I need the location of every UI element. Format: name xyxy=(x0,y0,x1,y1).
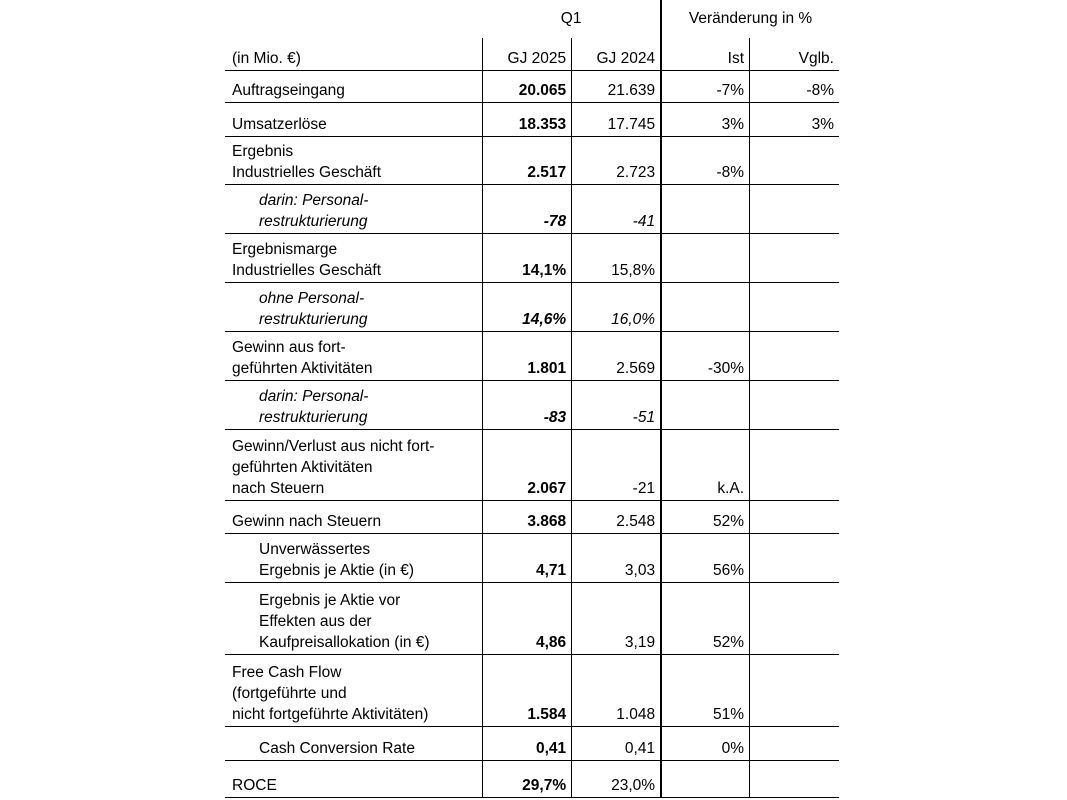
header-group-row xyxy=(225,0,839,38)
value-actual-change xyxy=(661,184,749,233)
unit-label: (in Mio. €) xyxy=(232,49,301,67)
row-label-line: Kaufpreisallokation (in €) xyxy=(259,633,430,651)
row-label-line: (fortgeführte und xyxy=(232,684,347,702)
table-row xyxy=(225,282,839,331)
row-label xyxy=(225,184,482,233)
row-label-line: Ergebnis je Aktie (in €) xyxy=(259,561,415,579)
row-label-line: Gewinn nach Steuern xyxy=(232,512,382,530)
row-label-line: darin: Personal- xyxy=(259,191,369,209)
financial-table xyxy=(225,0,839,798)
row-label-line: Gewinn aus fort- xyxy=(232,338,346,356)
row-label-line: Effekten aus der xyxy=(259,612,372,630)
value-fy2024: 3,03 xyxy=(572,533,661,582)
value-actual-change xyxy=(661,233,749,282)
value-fy2024: 21.639 xyxy=(572,70,661,102)
table-body xyxy=(225,70,839,797)
value-fy2024: 2.723 xyxy=(572,136,661,184)
value-fy2025: 20.065 xyxy=(482,70,571,102)
table-row xyxy=(225,184,839,233)
table-row xyxy=(225,331,839,380)
value-fy2025: 4,86 xyxy=(482,582,571,654)
row-label-line: Unverwässertes xyxy=(259,540,371,558)
value-fy2025: 29,7% xyxy=(482,760,571,797)
value-comparable-change: 3% xyxy=(750,102,839,136)
row-label-line: ohne Personal- xyxy=(259,289,365,307)
row-label xyxy=(225,282,482,331)
row-label-line: Ergebnis je Aktie vor xyxy=(259,591,401,609)
value-fy2025: 2.517 xyxy=(482,136,571,184)
value-fy2024: 23,0% xyxy=(572,760,661,797)
value-fy2024: 3,19 xyxy=(572,582,661,654)
value-fy2025: 18.353 xyxy=(482,102,571,136)
row-label xyxy=(225,380,482,429)
row-label-line: Cash Conversion Rate xyxy=(259,739,415,757)
value-fy2024: 0,41 xyxy=(572,726,661,760)
value-actual-change: k.A. xyxy=(661,429,749,500)
value-actual-change xyxy=(661,380,749,429)
value-fy2025: 4,71 xyxy=(482,533,571,582)
value-fy2024: -21 xyxy=(572,429,661,500)
value-fy2024: 17.745 xyxy=(572,102,661,136)
value-actual-change: 3% xyxy=(661,102,749,136)
value-fy2025: 1.801 xyxy=(482,331,571,380)
table-row xyxy=(225,760,839,797)
table-row xyxy=(225,380,839,429)
row-label-line: restrukturierung xyxy=(259,212,368,230)
value-actual-change xyxy=(661,282,749,331)
table-row xyxy=(225,726,839,760)
value-comparable-change xyxy=(750,500,839,533)
value-fy2024: -41 xyxy=(572,184,661,233)
value-fy2024: 2.548 xyxy=(572,500,661,533)
row-label-line: ROCE xyxy=(232,776,277,794)
row-label xyxy=(225,582,482,654)
table-row xyxy=(225,654,839,726)
value-fy2025: 3.868 xyxy=(482,500,571,533)
table-row xyxy=(225,70,839,102)
col-fy2025-header: GJ 2025 xyxy=(482,38,571,70)
row-label-line: darin: Personal- xyxy=(259,387,369,405)
table-row xyxy=(225,102,839,136)
value-comparable-change xyxy=(750,760,839,797)
value-actual-change: -7% xyxy=(661,70,749,102)
row-label-line: geführten Aktivitäten xyxy=(232,458,373,476)
row-label-line: Industrielles Geschäft xyxy=(232,261,382,279)
header-column-row xyxy=(225,38,839,70)
change-header: Veränderung in % xyxy=(661,0,839,38)
value-comparable-change xyxy=(750,184,839,233)
value-fy2024: 1.048 xyxy=(572,654,661,726)
value-comparable-change xyxy=(750,429,839,500)
col-fy2024-header: GJ 2024 xyxy=(572,38,661,70)
row-label xyxy=(225,760,482,797)
row-label xyxy=(225,70,482,102)
value-comparable-change xyxy=(750,654,839,726)
value-fy2025: -83 xyxy=(482,380,571,429)
q1-header: Q1 xyxy=(560,10,582,27)
col-comparable-header: Vglb. xyxy=(750,38,839,70)
table-row xyxy=(225,233,839,282)
row-label-line: nicht fortgeführte Aktivitäten) xyxy=(232,705,429,723)
value-comparable-change xyxy=(750,331,839,380)
table-row xyxy=(225,136,839,184)
row-label xyxy=(225,331,482,380)
row-label-line: Umsatzerlöse xyxy=(232,115,327,133)
value-actual-change: 56% xyxy=(661,533,749,582)
row-label-line: Free Cash Flow xyxy=(232,663,342,681)
value-comparable-change xyxy=(750,380,839,429)
value-fy2024: 2.569 xyxy=(572,331,661,380)
value-fy2025: -78 xyxy=(482,184,571,233)
row-label xyxy=(225,102,482,136)
value-fy2024: 16,0% xyxy=(572,282,661,331)
col-actual-header: Ist xyxy=(661,38,749,70)
value-comparable-change xyxy=(750,282,839,331)
table-row xyxy=(225,429,839,500)
value-comparable-change xyxy=(750,136,839,184)
row-label-line: geführten Aktivitäten xyxy=(232,359,373,377)
row-label-line: nach Steuern xyxy=(232,479,325,497)
row-label xyxy=(225,533,482,582)
value-actual-change: -30% xyxy=(661,331,749,380)
row-label-line: restrukturierung xyxy=(259,408,368,426)
row-label xyxy=(225,136,482,184)
value-actual-change: 52% xyxy=(661,500,749,533)
value-comparable-change xyxy=(750,233,839,282)
value-comparable-change xyxy=(750,582,839,654)
value-fy2025: 14,6% xyxy=(482,282,571,331)
table-row xyxy=(225,582,839,654)
row-label xyxy=(225,726,482,760)
value-fy2025: 0,41 xyxy=(482,726,571,760)
row-label xyxy=(225,500,482,533)
row-label-line: Ergebnis xyxy=(232,142,294,160)
value-comparable-change xyxy=(750,533,839,582)
value-fy2024: 15,8% xyxy=(572,233,661,282)
value-comparable-change: -8% xyxy=(750,70,839,102)
row-label xyxy=(225,654,482,726)
row-label-line: Gewinn/Verlust aus nicht fort- xyxy=(232,437,435,455)
value-actual-change xyxy=(661,760,749,797)
value-actual-change: 52% xyxy=(661,582,749,654)
value-fy2025: 1.584 xyxy=(482,654,571,726)
value-actual-change: -8% xyxy=(661,136,749,184)
value-actual-change: 0% xyxy=(661,726,749,760)
row-label-line: Auftragseingang xyxy=(232,81,345,99)
value-fy2025: 14,1% xyxy=(482,233,571,282)
table-row xyxy=(225,500,839,533)
row-label xyxy=(225,429,482,500)
value-fy2024: -51 xyxy=(572,380,661,429)
row-label xyxy=(225,233,482,282)
row-label-line: restrukturierung xyxy=(259,310,368,328)
value-fy2025: 2.067 xyxy=(482,429,571,500)
value-actual-change: 51% xyxy=(661,654,749,726)
row-label-line: Industrielles Geschäft xyxy=(232,163,382,181)
row-label-line: Ergebnismarge xyxy=(232,240,338,258)
value-comparable-change xyxy=(750,726,839,760)
table-row xyxy=(225,533,839,582)
